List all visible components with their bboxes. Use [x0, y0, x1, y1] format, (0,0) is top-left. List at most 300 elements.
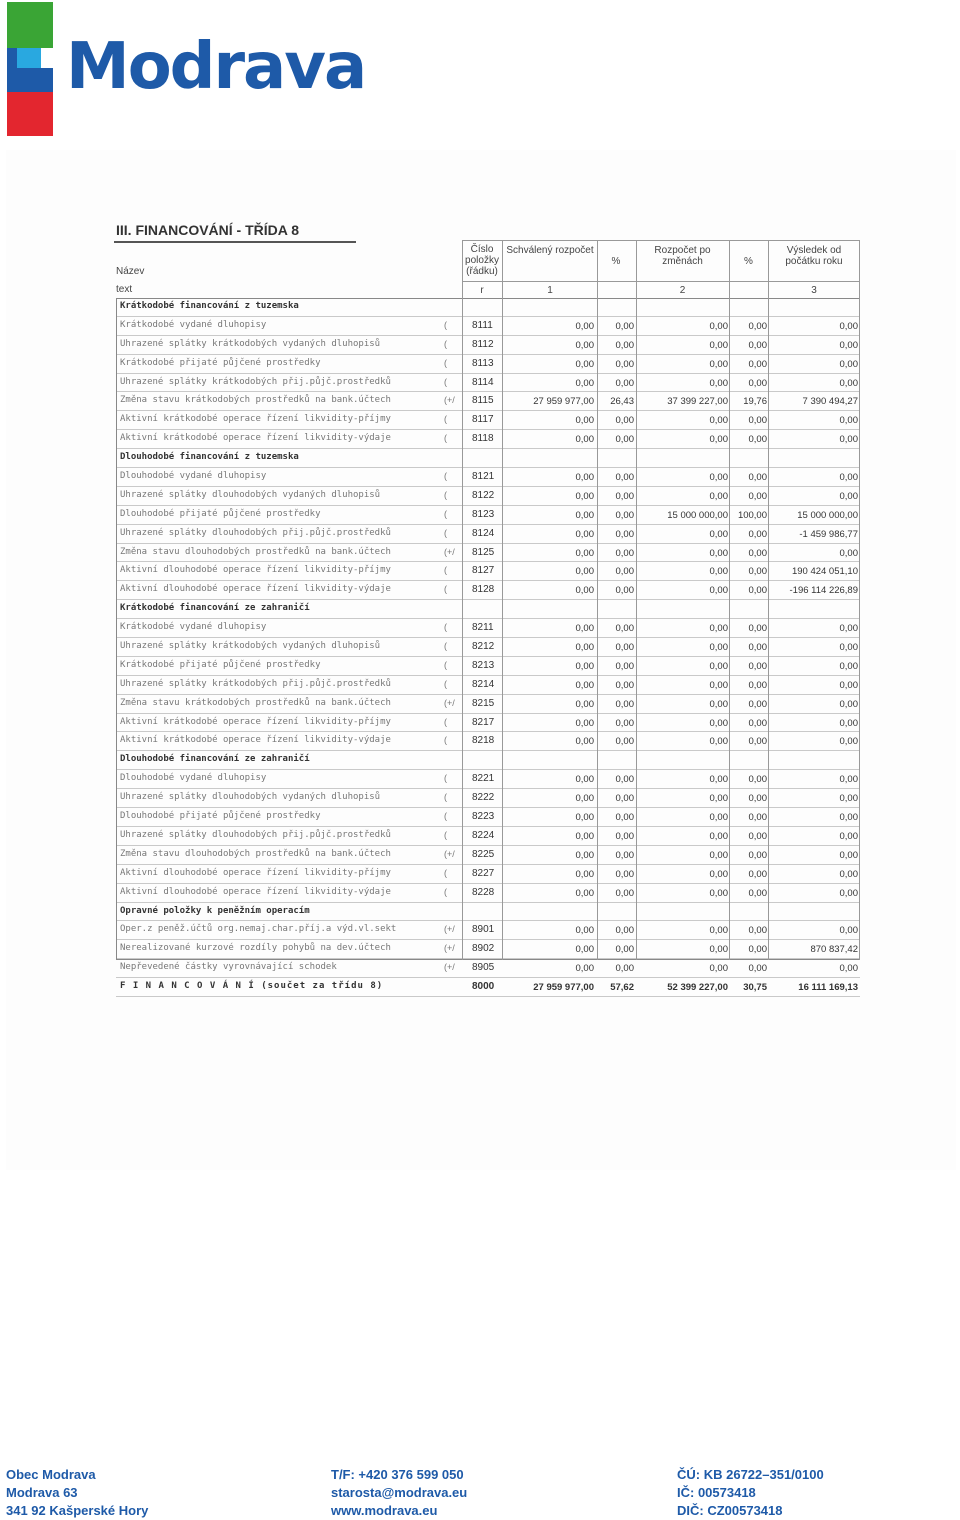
- cell-v3: 0,00: [839, 887, 858, 899]
- cell-p1: 0,00: [615, 717, 634, 729]
- cell-name: Dlouhodobé přijaté půjčené prostředky: [120, 811, 321, 822]
- cell-v1: 0,00: [575, 490, 594, 502]
- cell-sign: (+/: [444, 395, 455, 406]
- cell-code: 8118: [472, 433, 494, 445]
- cell-sign: (: [444, 622, 447, 633]
- table-row: [116, 959, 860, 978]
- cell-code: 8121: [472, 471, 495, 483]
- cell-sign: (+/: [444, 943, 455, 954]
- logo-wordmark: Modrava: [66, 30, 366, 104]
- cell-p2: 0,00: [748, 925, 767, 937]
- cell-p1: 0,00: [615, 585, 634, 597]
- cell-v2: 0,00: [709, 963, 728, 975]
- cell-name: Aktivní krátkodobé operace řízení likvidity-příjmy: [120, 414, 391, 425]
- cell-sign: (: [444, 414, 447, 425]
- cell-v1: 0,00: [575, 868, 594, 880]
- cell-v1: 0,00: [575, 358, 594, 370]
- table-border: [116, 298, 860, 960]
- cell-name: Uhrazené splátky krátkodobých vydaných dluhopisů: [120, 338, 381, 349]
- col-head-vysledek: Výsledek od počátku roku: [785, 245, 843, 267]
- cell-p2: 0,00: [748, 736, 767, 748]
- col-head-schvaleny: Schválený rozpočet: [506, 245, 594, 256]
- cell-sign: (: [444, 584, 447, 595]
- cell-name: Změna stavu dlouhodobých prostředků na bank.účtech: [120, 546, 391, 557]
- cell-name: Dlouhodobé přijaté půjčené prostředky: [120, 508, 321, 519]
- cell-v3: 0,00: [839, 963, 858, 975]
- cell-code: 8223: [472, 811, 495, 823]
- cell-p1: 0,00: [615, 887, 634, 899]
- cell-sign: (: [444, 376, 447, 387]
- cell-p1: 0,00: [615, 490, 634, 502]
- footer-line: ČÚ: KB 26722–351/0100: [677, 1467, 824, 1482]
- footer-contact: [331, 1466, 467, 1520]
- footer-line: Obec Modrava: [6, 1467, 96, 1482]
- cell-v2: 15 000 000,00: [667, 509, 728, 521]
- cell-p1: 0,00: [615, 339, 634, 351]
- cell-v1: 0,00: [575, 472, 594, 484]
- cell-name: Dlouhodobé vydané dluhopisy: [120, 773, 267, 784]
- cell-sign: (: [444, 829, 447, 840]
- col-index-2: 2: [679, 285, 686, 296]
- cell-name: Krátkodobé přijaté půjčené prostředky: [120, 659, 321, 670]
- cell-v1: 0,00: [575, 793, 594, 805]
- cell-sign: (: [444, 792, 447, 803]
- cell-v3: 0,00: [839, 774, 858, 786]
- cell-v3: 0,00: [839, 642, 858, 654]
- cell-sign: (: [444, 867, 447, 878]
- cell-v1: 0,00: [575, 547, 594, 559]
- cell-code: 8215: [472, 697, 495, 709]
- cell-v1: 0,00: [575, 830, 594, 842]
- cell-p2: 0,00: [748, 547, 767, 559]
- cell-code: 8112: [472, 338, 494, 350]
- cell-p2: 0,00: [748, 358, 767, 370]
- cell-v2: 0,00: [709, 736, 728, 748]
- cell-code: 8122: [472, 489, 495, 501]
- grid-line: [859, 240, 860, 960]
- cell-v3: 16 111 169,13: [798, 982, 858, 994]
- cell-p2: 0,00: [748, 963, 767, 975]
- cell-p1: 0,00: [615, 509, 634, 521]
- cell-v3: 0,00: [839, 679, 858, 691]
- cell-code: 8211: [472, 622, 494, 634]
- cell-code: 8225: [472, 848, 495, 860]
- cell-v3: 0,00: [839, 830, 858, 842]
- footer-phone: T/F: +420 376 599 050: [331, 1467, 464, 1482]
- cell-v1: 0,00: [575, 698, 594, 710]
- cell-name: Aktivní krátkodobé operace řízení likvidity-výdaje: [120, 433, 391, 444]
- cell-v3: 0,00: [839, 358, 858, 370]
- cell-p2: 0,00: [748, 642, 767, 654]
- cell-v1: 0,00: [575, 642, 594, 654]
- cell-sign: (: [444, 338, 447, 349]
- cell-v2: 0,00: [709, 377, 728, 389]
- cell-v3: 0,00: [839, 736, 858, 748]
- cell-sign: (: [444, 319, 447, 330]
- cell-v1: 0,00: [575, 377, 594, 389]
- cell-name: Změna stavu dlouhodobých prostředků na bank.účtech: [120, 848, 391, 859]
- cell-v2: 0,00: [709, 434, 728, 446]
- cell-p2: 0,00: [748, 887, 767, 899]
- cell-v1: 0,00: [575, 849, 594, 861]
- cell-p1: 57,62: [610, 982, 634, 994]
- cell-p1: 0,00: [615, 623, 634, 635]
- cell-p2: 0,00: [748, 377, 767, 389]
- cell-name: Aktivní dlouhodobé operace řízení likvidity-příjmy: [120, 867, 391, 878]
- cell-v1: 0,00: [575, 736, 594, 748]
- cell-code: 8224: [472, 829, 495, 841]
- col-head-cislo: Číslo položky (řádku): [465, 244, 499, 277]
- cell-p2: 0,00: [748, 774, 767, 786]
- cell-v2: 0,00: [709, 660, 728, 672]
- cell-name: Změna stavu krátkodobých prostředků na bank.účtech: [120, 395, 391, 406]
- col-index-3: 3: [811, 285, 817, 296]
- footer-website[interactable]: www.modrava.eu: [331, 1503, 438, 1518]
- cell-code: 8902: [472, 943, 495, 955]
- cell-name: Dlouhodobé financování ze zahraničí: [120, 754, 310, 765]
- cell-v2: 0,00: [709, 868, 728, 880]
- cell-p1: 0,00: [615, 377, 634, 389]
- cell-p2: 100,00: [737, 509, 767, 521]
- cell-p2: 0,00: [748, 339, 767, 351]
- footer-line: Modrava 63: [6, 1485, 78, 1500]
- cell-code: 8218: [472, 735, 495, 747]
- cell-v2: 0,00: [709, 320, 728, 332]
- cell-name: Krátkodobé vydané dluhopisy: [120, 319, 267, 330]
- cell-name: Krátkodobé vydané dluhopisy: [120, 622, 267, 633]
- cell-p2: 0,00: [748, 849, 767, 861]
- cell-code: 8221: [472, 773, 495, 785]
- cell-code: 8117: [472, 414, 494, 426]
- cell-v1: 0,00: [575, 812, 594, 824]
- grid-line: [597, 240, 598, 960]
- footer-ids: [677, 1466, 824, 1520]
- cell-p1: 0,00: [615, 320, 634, 332]
- cell-p1: 0,00: [615, 358, 634, 370]
- col-head-rozpocet: Rozpočet po změnách: [654, 245, 711, 267]
- footer-line: 341 92 Kašperské Hory: [6, 1503, 149, 1518]
- cell-p1: 0,00: [615, 793, 634, 805]
- cell-sign: (: [444, 357, 447, 368]
- cell-p1: 0,00: [615, 925, 634, 937]
- footer-line: IČ: 00573418: [677, 1485, 756, 1500]
- cell-sign: (+/: [444, 697, 455, 708]
- cell-v2: 0,00: [709, 944, 728, 956]
- cell-sign: (: [444, 735, 447, 746]
- grid-line: [636, 240, 637, 960]
- cell-sign: (: [444, 886, 447, 897]
- cell-code: 8124: [472, 527, 495, 539]
- cell-p1: 0,00: [615, 849, 634, 861]
- cell-v3: 0,00: [839, 698, 858, 710]
- cell-code: 8128: [472, 584, 495, 596]
- cell-sign: (: [444, 659, 447, 670]
- cell-v1: 0,00: [575, 774, 594, 786]
- cell-p2: 0,00: [748, 868, 767, 880]
- cell-name: Uhrazené splátky krátkodobých vydaných dluhopisů: [120, 641, 381, 652]
- cell-sign: (+/: [444, 962, 455, 973]
- cell-v1: 0,00: [575, 679, 594, 691]
- cell-p2: 30,75: [743, 982, 767, 994]
- cell-v1: 0,00: [575, 944, 594, 956]
- cell-v2: 0,00: [709, 415, 728, 427]
- cell-sign: (: [444, 489, 447, 500]
- cell-code: 8212: [472, 641, 495, 653]
- cell-p1: 0,00: [615, 528, 634, 540]
- cell-sign: (: [444, 527, 447, 538]
- col-index-1: 1: [547, 285, 553, 296]
- cell-code: 8114: [472, 376, 494, 388]
- cell-code: 8213: [472, 659, 495, 671]
- cell-name: Uhrazené splátky krátkodobých přij.půjč.prostředků: [120, 376, 391, 387]
- cell-name: Aktivní dlouhodobé operace řízení likvidity-výdaje: [120, 584, 391, 595]
- cell-v2: 0,00: [709, 830, 728, 842]
- cell-sign: (+/: [444, 924, 455, 935]
- cell-name: Uhrazené splátky krátkodobých přij.půjč.prostředků: [120, 678, 391, 689]
- cell-v3: 0,00: [839, 434, 858, 446]
- cell-v1: 0,00: [575, 963, 594, 975]
- cell-p2: 0,00: [748, 490, 767, 502]
- cell-v2: 0,00: [709, 793, 728, 805]
- cell-name: Dlouhodobé vydané dluhopisy: [120, 471, 267, 482]
- cell-v1: 0,00: [575, 585, 594, 597]
- cell-v2: 0,00: [709, 490, 728, 502]
- cell-p2: 0,00: [748, 679, 767, 691]
- cell-v3: 0,00: [839, 849, 858, 861]
- cell-name: Změna stavu krátkodobých prostředků na bank.účtech: [120, 697, 391, 708]
- cell-p2: 0,00: [748, 793, 767, 805]
- cell-v3: 0,00: [839, 377, 858, 389]
- cell-name: Uhrazené splátky dlouhodobých vydaných dluhopisů: [120, 489, 381, 500]
- cell-p2: 0,00: [748, 585, 767, 597]
- cell-p2: 0,00: [748, 528, 767, 540]
- cell-p2: 0,00: [748, 944, 767, 956]
- cell-p1: 0,00: [615, 472, 634, 484]
- cell-name: Oper.z peněž.účtů org.nemaj.char.příj.a výd.vl.sekt: [120, 924, 397, 935]
- cell-p2: 0,00: [748, 320, 767, 332]
- cell-v1: 0,00: [575, 566, 594, 578]
- cell-v2: 0,00: [709, 339, 728, 351]
- cell-name: Aktivní krátkodobé operace řízení likvidity-příjmy: [120, 716, 391, 727]
- cell-p1: 0,00: [615, 660, 634, 672]
- cell-name: F I N A N C O V Á N Í (součet za třídu 8): [120, 981, 384, 992]
- footer-address: [6, 1466, 148, 1520]
- title-underline: [114, 241, 356, 243]
- cell-sign: (+/: [444, 546, 455, 557]
- grid-line: [768, 240, 769, 960]
- cell-name: Krátkodobé financování ze zahraničí: [120, 603, 310, 614]
- cell-v3: 190 424 051,10: [791, 566, 858, 578]
- cell-v2: 0,00: [709, 849, 728, 861]
- cell-p1: 0,00: [615, 963, 634, 975]
- cell-v3: -1 459 986,77: [799, 528, 858, 540]
- cell-p2: 0,00: [748, 623, 767, 635]
- col-index-r: r: [480, 285, 484, 296]
- cell-code: 8214: [472, 678, 495, 690]
- cell-code: 8113: [472, 357, 494, 369]
- footer-line: DIČ: CZ00573418: [677, 1503, 783, 1518]
- cell-p1: 0,00: [615, 774, 634, 786]
- cell-p1: 0,00: [615, 830, 634, 842]
- cell-code: 8901: [472, 924, 495, 936]
- cell-p1: 0,00: [615, 868, 634, 880]
- grid-line: [462, 281, 860, 282]
- cell-code: 8115: [472, 395, 494, 407]
- cell-v3: 0,00: [839, 547, 858, 559]
- cell-p1: 0,00: [615, 547, 634, 559]
- cell-v3: 15 000 000,00: [797, 509, 858, 521]
- cell-v2: 0,00: [709, 774, 728, 786]
- cell-sign: (: [444, 565, 447, 576]
- cell-v2: 0,00: [709, 679, 728, 691]
- cell-sign: (: [444, 471, 447, 482]
- cell-p2: 0,00: [748, 812, 767, 824]
- cell-v3: 0,00: [839, 415, 858, 427]
- col-head-pct1: %: [611, 256, 621, 267]
- cell-v3: 0,00: [839, 812, 858, 824]
- cell-sign: (: [444, 811, 447, 822]
- cell-v1: 0,00: [575, 509, 594, 521]
- cell-sign: (: [444, 773, 447, 784]
- cell-v3: 0,00: [839, 490, 858, 502]
- cell-p1: 0,00: [615, 736, 634, 748]
- cell-name: Aktivní krátkodobé operace řízení likvidity-výdaje: [120, 735, 391, 746]
- cell-v3: 0,00: [839, 339, 858, 351]
- cell-sign: (+/: [444, 848, 455, 859]
- cell-v3: 870 837,42: [810, 944, 858, 956]
- cell-v3: 0,00: [839, 925, 858, 937]
- cell-v1: 27 959 977,00: [533, 396, 594, 408]
- grid-line: [729, 240, 730, 960]
- cell-code: 8222: [472, 792, 495, 804]
- cell-v3: 0,00: [839, 623, 858, 635]
- cell-v2: 0,00: [709, 717, 728, 729]
- footer-email[interactable]: starosta@modrava.eu: [331, 1485, 468, 1500]
- cell-code: 8228: [472, 886, 495, 898]
- total-row: [116, 978, 860, 997]
- cell-p2: 0,00: [748, 472, 767, 484]
- cell-code: 8217: [472, 716, 495, 728]
- cell-v1: 27 959 977,00: [533, 982, 594, 994]
- cell-code: 8127: [472, 565, 495, 577]
- cell-code: 8111: [472, 319, 493, 331]
- cell-sign: (: [444, 433, 447, 444]
- cell-p1: 0,00: [615, 642, 634, 654]
- grid-line: [462, 240, 860, 241]
- cell-name: Dlouhodobé financování z tuzemska: [120, 452, 299, 463]
- cell-p2: 0,00: [748, 717, 767, 729]
- cell-v1: 0,00: [575, 717, 594, 729]
- label-nazev: Název: [116, 266, 145, 277]
- cell-p2: 0,00: [748, 434, 767, 446]
- cell-name: Nepřevedené částky vyrovnávající schodek: [120, 962, 337, 973]
- cell-p2: 0,00: [748, 566, 767, 578]
- cell-p2: 0,00: [748, 698, 767, 710]
- cell-v3: 0,00: [839, 472, 858, 484]
- cell-sign: (: [444, 641, 447, 652]
- cell-v1: 0,00: [575, 660, 594, 672]
- cell-sign: (: [444, 716, 447, 727]
- cell-v2: 0,00: [709, 925, 728, 937]
- cell-code: 8000: [472, 981, 495, 993]
- cell-p1: 0,00: [615, 812, 634, 824]
- logo-mark: [7, 2, 53, 136]
- cell-p2: 0,00: [748, 415, 767, 427]
- cell-v1: 0,00: [575, 887, 594, 899]
- cell-name: Nerealizované kurzové rozdíly pohybů na dev.účtech: [120, 943, 391, 954]
- label-text: text: [116, 284, 133, 295]
- cell-v2: 0,00: [709, 887, 728, 899]
- cell-v2: 0,00: [709, 642, 728, 654]
- cell-v3: 0,00: [839, 868, 858, 880]
- cell-v1: 0,00: [575, 320, 594, 332]
- cell-p1: 0,00: [615, 566, 634, 578]
- cell-p1: 0,00: [615, 415, 634, 427]
- cell-p1: 0,00: [615, 434, 634, 446]
- col-head-pct2: %: [744, 256, 753, 267]
- cell-v2: 0,00: [709, 585, 728, 597]
- cell-name: Krátkodobé financování z tuzemska: [120, 301, 299, 311]
- cell-p2: 19,76: [743, 396, 767, 408]
- cell-v1: 0,00: [575, 925, 594, 937]
- cell-name: Aktivní dlouhodobé operace řízení likvidity-výdaje: [120, 886, 391, 897]
- cell-p1: 26,43: [610, 396, 634, 408]
- cell-name: Uhrazené splátky dlouhodobých vydaných dluhopisů: [120, 792, 381, 803]
- page-title: III. FINANCOVÁNÍ - TŘÍDA 8: [116, 222, 300, 238]
- cell-p1: 0,00: [615, 698, 634, 710]
- cell-v2: 0,00: [709, 358, 728, 370]
- cell-name: Krátkodobé přijaté půjčené prostředky: [120, 357, 321, 368]
- cell-v1: 0,00: [575, 528, 594, 540]
- cell-v3: -196 114 226,89: [789, 585, 858, 597]
- cell-v2: 0,00: [709, 528, 728, 540]
- cell-v2: 0,00: [709, 812, 728, 824]
- cell-p2: 0,00: [748, 660, 767, 672]
- cell-name: Opravné položky k peněžním operacím: [120, 905, 310, 916]
- cell-code: 8123: [472, 508, 495, 520]
- cell-code: 8125: [472, 546, 495, 558]
- cell-v3: 0,00: [839, 660, 858, 672]
- cell-v1: 0,00: [575, 623, 594, 635]
- cell-v1: 0,00: [575, 339, 594, 351]
- cell-v1: 0,00: [575, 415, 594, 427]
- cell-p1: 0,00: [615, 944, 634, 956]
- cell-v2: 0,00: [709, 472, 728, 484]
- cell-p2: 0,00: [748, 830, 767, 842]
- cell-v2: 0,00: [709, 547, 728, 559]
- cell-v2: 0,00: [709, 698, 728, 710]
- cell-name: Uhrazené splátky dlouhodobých přij.půjč.prostředků: [120, 527, 391, 538]
- cell-v3: 7 390 494,27: [802, 396, 858, 408]
- cell-v2: 37 399 227,00: [667, 396, 728, 408]
- cell-v2: 52 399 227,00: [667, 982, 728, 994]
- cell-sign: (: [444, 508, 447, 519]
- cell-v3: 0,00: [839, 793, 858, 805]
- cell-v3: 0,00: [839, 320, 858, 332]
- cell-name: Uhrazené splátky dlouhodobých přij.půjč.prostředků: [120, 829, 391, 840]
- cell-code: 8227: [472, 867, 495, 879]
- grid-line: [462, 240, 463, 960]
- cell-sign: (: [444, 678, 447, 689]
- cell-v2: 0,00: [709, 566, 728, 578]
- grid-line: [502, 240, 503, 960]
- cell-code: 8905: [472, 962, 495, 974]
- cell-name: Aktivní dlouhodobé operace řízení likvidity-příjmy: [120, 565, 391, 576]
- cell-v3: 0,00: [839, 717, 858, 729]
- cell-v1: 0,00: [575, 434, 594, 446]
- cell-p1: 0,00: [615, 679, 634, 691]
- cell-v2: 0,00: [709, 623, 728, 635]
